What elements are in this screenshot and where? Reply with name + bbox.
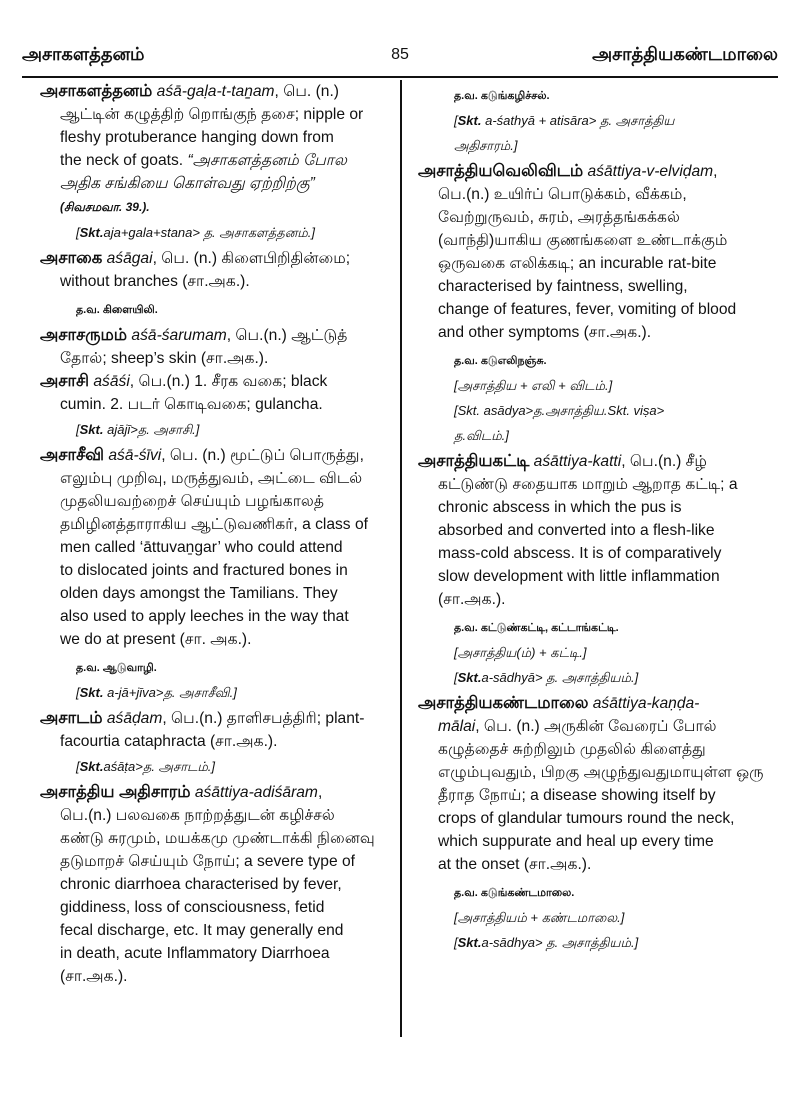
entry-text: without branches (சா.அக.). (60, 273, 250, 290)
entry-text: fleshy protuberance hanging down from (60, 129, 334, 146)
transliteration: aśāgai (106, 250, 153, 267)
entry-text: crops of glandular tumours round the neck, (438, 810, 735, 827)
transliteration: aśā-gaḷa-t-taṉam (156, 83, 275, 100)
etymology: [அசாத்தியம் + கண்டமாலை.] (454, 910, 625, 925)
etymology: த.விடம்.] (454, 428, 509, 443)
etymology: [Skt.aśāṭa>த. அசாடம்.] (76, 759, 216, 774)
transliteration: aśāḍam (106, 710, 163, 727)
tamil-equivalent: த.வ. கடுங்கழிச்சல். (454, 90, 550, 102)
entry-text: slow development with little inflammation (438, 568, 720, 585)
entry-text: , பெ. (n.) கிளைபிறிதின்மை; (152, 250, 351, 267)
entry-text: , பெ.(n.) 1. சீரக வகை; black (129, 373, 328, 390)
entry-text: absorbed and converted into a flesh-like (438, 522, 715, 539)
entry-text: which suppurate and heal up every time (438, 833, 714, 850)
entry-text: எழும்புவதும், பிறகு அழுந்துவதுமாயுள்ள ஒரு (438, 764, 764, 781)
tamil-equivalent: த.வ. கட்டுண்கட்டி, கட்டாங்கட்டி. (454, 622, 619, 634)
entry-text: cumin. 2. படர் கொடிவகை; gulancha. (60, 396, 323, 413)
entry-text: தமிழினத்தாராகிய ஆட்டுவணிகர், a class of (60, 516, 368, 533)
dictionary-entry (40, 370, 396, 441)
transliteration: aśāttiya-adiśāram (194, 784, 318, 801)
dictionary-entry (40, 781, 396, 988)
entry-text: chronic diarrhoea characterised by fever, (60, 876, 342, 893)
headword: அசாத்தியவெலிவிடம் (418, 162, 584, 180)
header-left-guideword: அசாகளத்தனம் (22, 44, 145, 64)
dictionary-entry (418, 160, 774, 447)
etymology: அதிசாரம்.] (454, 138, 518, 153)
entry-text: , பெ.(n.) ஆட்டுத் (226, 327, 348, 344)
etymology: [Skt. asādya>த.அசாத்திய.Skt. viṣa> (454, 403, 665, 418)
entry-text: , பெ. (n.) மூட்டுப் பொருத்து, (161, 447, 364, 464)
entry-text: கழுத்தைச் சுற்றிலும் முதலில் கிளைத்து (438, 741, 706, 758)
dictionary-entry (418, 450, 774, 689)
entry-text: , பெ.(n.) தாளிசபத்திரி; plant- (162, 710, 365, 727)
transliteration: aśā-śīvi (108, 447, 162, 464)
entry-text: எலும்பு முறிவு, மருத்துவம், அட்டை விடல் (60, 470, 363, 487)
headword: அசாசி (40, 372, 90, 390)
transliteration: aśāttiya-kaṇḍa- (592, 695, 700, 712)
transliteration: aśāttiya-katti (533, 453, 622, 470)
entry-text: giddiness, loss of consciousness, fetid (60, 899, 325, 916)
right-column (418, 80, 774, 957)
headword: அசாசீவி (40, 446, 105, 464)
header-rule (22, 76, 778, 78)
entry-text: (வாந்தி)யாகிய குணங்களை உண்டாக்கும் (438, 232, 728, 249)
entry-text: ஒருவகை எலிக்கடி; an incurable rat-bite (438, 255, 717, 272)
entry-text: change of features, fever, vomiting of blood (438, 301, 737, 318)
entry-text: the neck of goats. (60, 152, 184, 169)
page-header (22, 44, 778, 74)
page-number: 85 (391, 46, 409, 63)
entry-text: we do at present (சா. அக.). (60, 631, 252, 648)
entry-text: , (713, 163, 718, 180)
tamil-equivalent: த.வ. கிளையிலி. (76, 304, 158, 316)
dictionary-entry (40, 247, 396, 320)
headword: அசாத்திய அதிசாரம் (40, 783, 191, 801)
citation: (சிவசமவா. 39.). (60, 200, 150, 214)
entry-text: to dislocated joints and fractured bones in (60, 562, 348, 579)
entry-text: chronic abscess in which the pus is (438, 499, 682, 516)
entry-text: கட்டுண்டு சதையாக மாறும் ஆறாத கட்டி; a (438, 476, 738, 493)
headword: அசாத்தியகண்டமாலை (418, 694, 589, 712)
entry-text: பெ.(n.) உயிர்ப் பொடுக்கம், வீக்கம், (438, 186, 687, 203)
quotation: “அசாகளத்தனம் போல (187, 152, 347, 169)
entry-text: தோல்; sheep’s skin (சா.அக.). (60, 350, 269, 367)
headword: அசாகளத்தனம் (40, 82, 153, 100)
headword: அசாகை (40, 249, 103, 267)
dictionary-entry (418, 692, 774, 954)
entry-text: at the onset (சா.அக.). (438, 856, 592, 873)
etymology: [Skt. a-jā+jīva>த. அசாசீவி.] (76, 685, 237, 700)
tamil-equivalent: த.வ. கடுங்கண்டமாலை. (454, 887, 575, 899)
entry-text: ஆட்டின் கழுத்திற் றொங்குந் தசை; nipple or (60, 106, 364, 123)
dictionary-entry (40, 324, 396, 370)
etymology: [Skt.a-sādhya> த. அசாத்தியம்.] (454, 935, 639, 950)
entry-text: , பெ. (n.) (274, 83, 339, 100)
entry-text: and other symptoms (சா.அக.). (438, 324, 652, 341)
entry-text: , பெ. (n.) அருகின் வேரைப் போல் (475, 718, 717, 735)
column-divider (400, 80, 402, 1037)
tamil-equivalent: த.வ. ஆடுவாழி. (76, 662, 157, 674)
entry-text: fecal discharge, etc. It may generally end (60, 922, 344, 939)
entry-text: also used to apply leeches in the way that (60, 608, 349, 625)
headword: அசாத்தியகட்டி (418, 452, 530, 470)
entry-text: தீராத நோய்; a disease showing itself by (438, 787, 716, 804)
entry-text: , பெ.(n.) சீழ் (621, 453, 707, 470)
dictionary-entry (40, 444, 396, 704)
etymology: [அசாத்திய + எலி + விடம்.] (454, 378, 613, 393)
entry-text: கண்டு சுரமும், மயக்கமு முண்டாக்கி நினைவு (60, 830, 375, 847)
entry-text: முதலியவற்றைச் செய்யும் பழங்காலத் (60, 493, 325, 510)
headword: அசாடம் (40, 709, 103, 727)
entry-text: பெ.(n.) பலவகை நாற்றத்துடன் கழிச்சல் (60, 807, 335, 824)
entry-text: (சா.அக.). (60, 968, 128, 985)
entry-text: , (317, 784, 323, 801)
tamil-equivalent: த.வ. கடுஎலிநஞ்சு. (454, 355, 547, 367)
headword: அசாசருமம் (40, 326, 128, 344)
etymology: [அசாத்திய(ம்) + கட்டி.] (454, 645, 587, 660)
etymology: [Skt.a-sādhyā> த. அசாத்தியம்.] (454, 670, 639, 685)
header-right-guideword: அசாத்தியகண்டமாலை (592, 44, 778, 64)
entry-text: in death, acute Inflammatory Diarrhoea (60, 945, 330, 962)
dictionary-entry (40, 80, 396, 244)
etymology: [Skt. ajājī>த. அசாசி.] (76, 422, 200, 437)
entry-text: (சா.அக.). (438, 591, 506, 608)
left-column (40, 80, 396, 988)
entry-text: தடுமாறச் செய்யும் நோய்; a severe type of (60, 853, 355, 870)
quotation: அதிக சங்கியை கொள்வது ஏற்றிற்கு” (60, 175, 315, 192)
entry-text: mass-cold abscess. It is of comparatively (438, 545, 722, 562)
etymology: [Skt.aja+gala+stana> த. அசாகளத்தனம்.] (76, 225, 315, 240)
entry-text: characterised by faintness, swelling, (438, 278, 688, 295)
entry-text: facourtia cataphracta (சா.அக.). (60, 733, 278, 750)
transliteration: mālai (438, 718, 476, 735)
transliteration: aśāśi (93, 373, 130, 390)
dictionary-entry-continued (418, 86, 774, 157)
etymology: [Skt. a-śathyā + atisāra> த. அசாத்திய (454, 113, 675, 128)
entry-text: olden days amongst the Tamilians. They (60, 585, 338, 602)
entry-text: வேற்றுருவம், சுரம், அரத்தங்கக்கல் (438, 209, 680, 226)
entry-text: men called ‘āttuvaṉgar’ who could attend (60, 539, 343, 556)
transliteration: aśā-śarumam (131, 327, 227, 344)
transliteration: aśāttiya-v-elviḍam (587, 163, 714, 180)
dictionary-entry (40, 707, 396, 778)
